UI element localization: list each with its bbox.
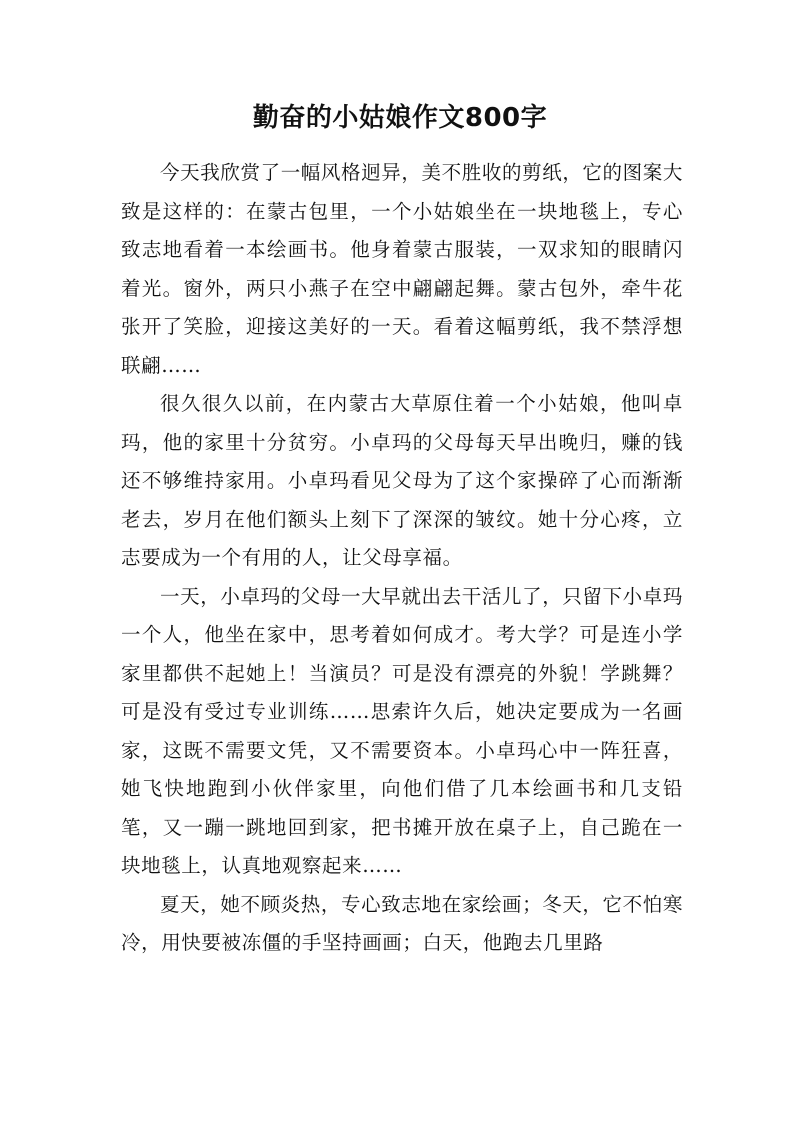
paragraph: 一天，小卓玛的父母一大早就出去干活儿了，只留下小卓玛一个人，他坐在家中，思考着如何成才。考大学？可是连小学家里都供不起她上！当演员？可是没有漂亮的外貌！学跳舞？可是没有受过专业训练……思索许久后，她决定要成为一名画家，这既不需要文凭，又不需要资本。小卓玛心中一阵狂喜，她飞快地跑到小伙伴家里，向他们借了几本绘画书和几支铅笔，又一蹦一跳地回到家，把书摊开放在桌子上，自己跪在一块地毯上，认真地观察起来…… <box>121 584 683 877</box>
page-title: 勤奋的小姑娘作文800字 <box>252 103 548 133</box>
paragraph: 很久很久以前，在内蒙古大草原住着一个小姑娘，他叫卓玛，他的家里十分贫穷。小卓玛的父母每天早出晚归，赚的钱还不够维持家用。小卓玛看见父母为了这个家操碎了心而渐渐老去，岁月在他们额头上刻下了深深的皱纹。她十分心疼，立志要成为一个有用的人，让父母享福。 <box>121 392 683 569</box>
essay-body <box>121 154 683 963</box>
paragraph: 今天我欣赏了一幅风格迥异，美不胜收的剪纸，它的图案大致是这样的：在蒙古包里，一个小姑娘坐在一块地毯上，专心致志地看着一本绘画书。他身着蒙古服装，一双求知的眼睛闪着光。窗外，两只小燕子在空中翩翩起舞。蒙古包外，牵牛花张开了笑脸，迎接这美好的一天。看着这幅剪纸，我不禁浮想联翩…… <box>121 161 683 377</box>
paragraph: 夏天，她不顾炎热，专心致志地在家绘画；冬天，它不怕寒冷，用快要被冻僵的手坚持画画；白天，他跑去几里路 <box>121 892 683 954</box>
